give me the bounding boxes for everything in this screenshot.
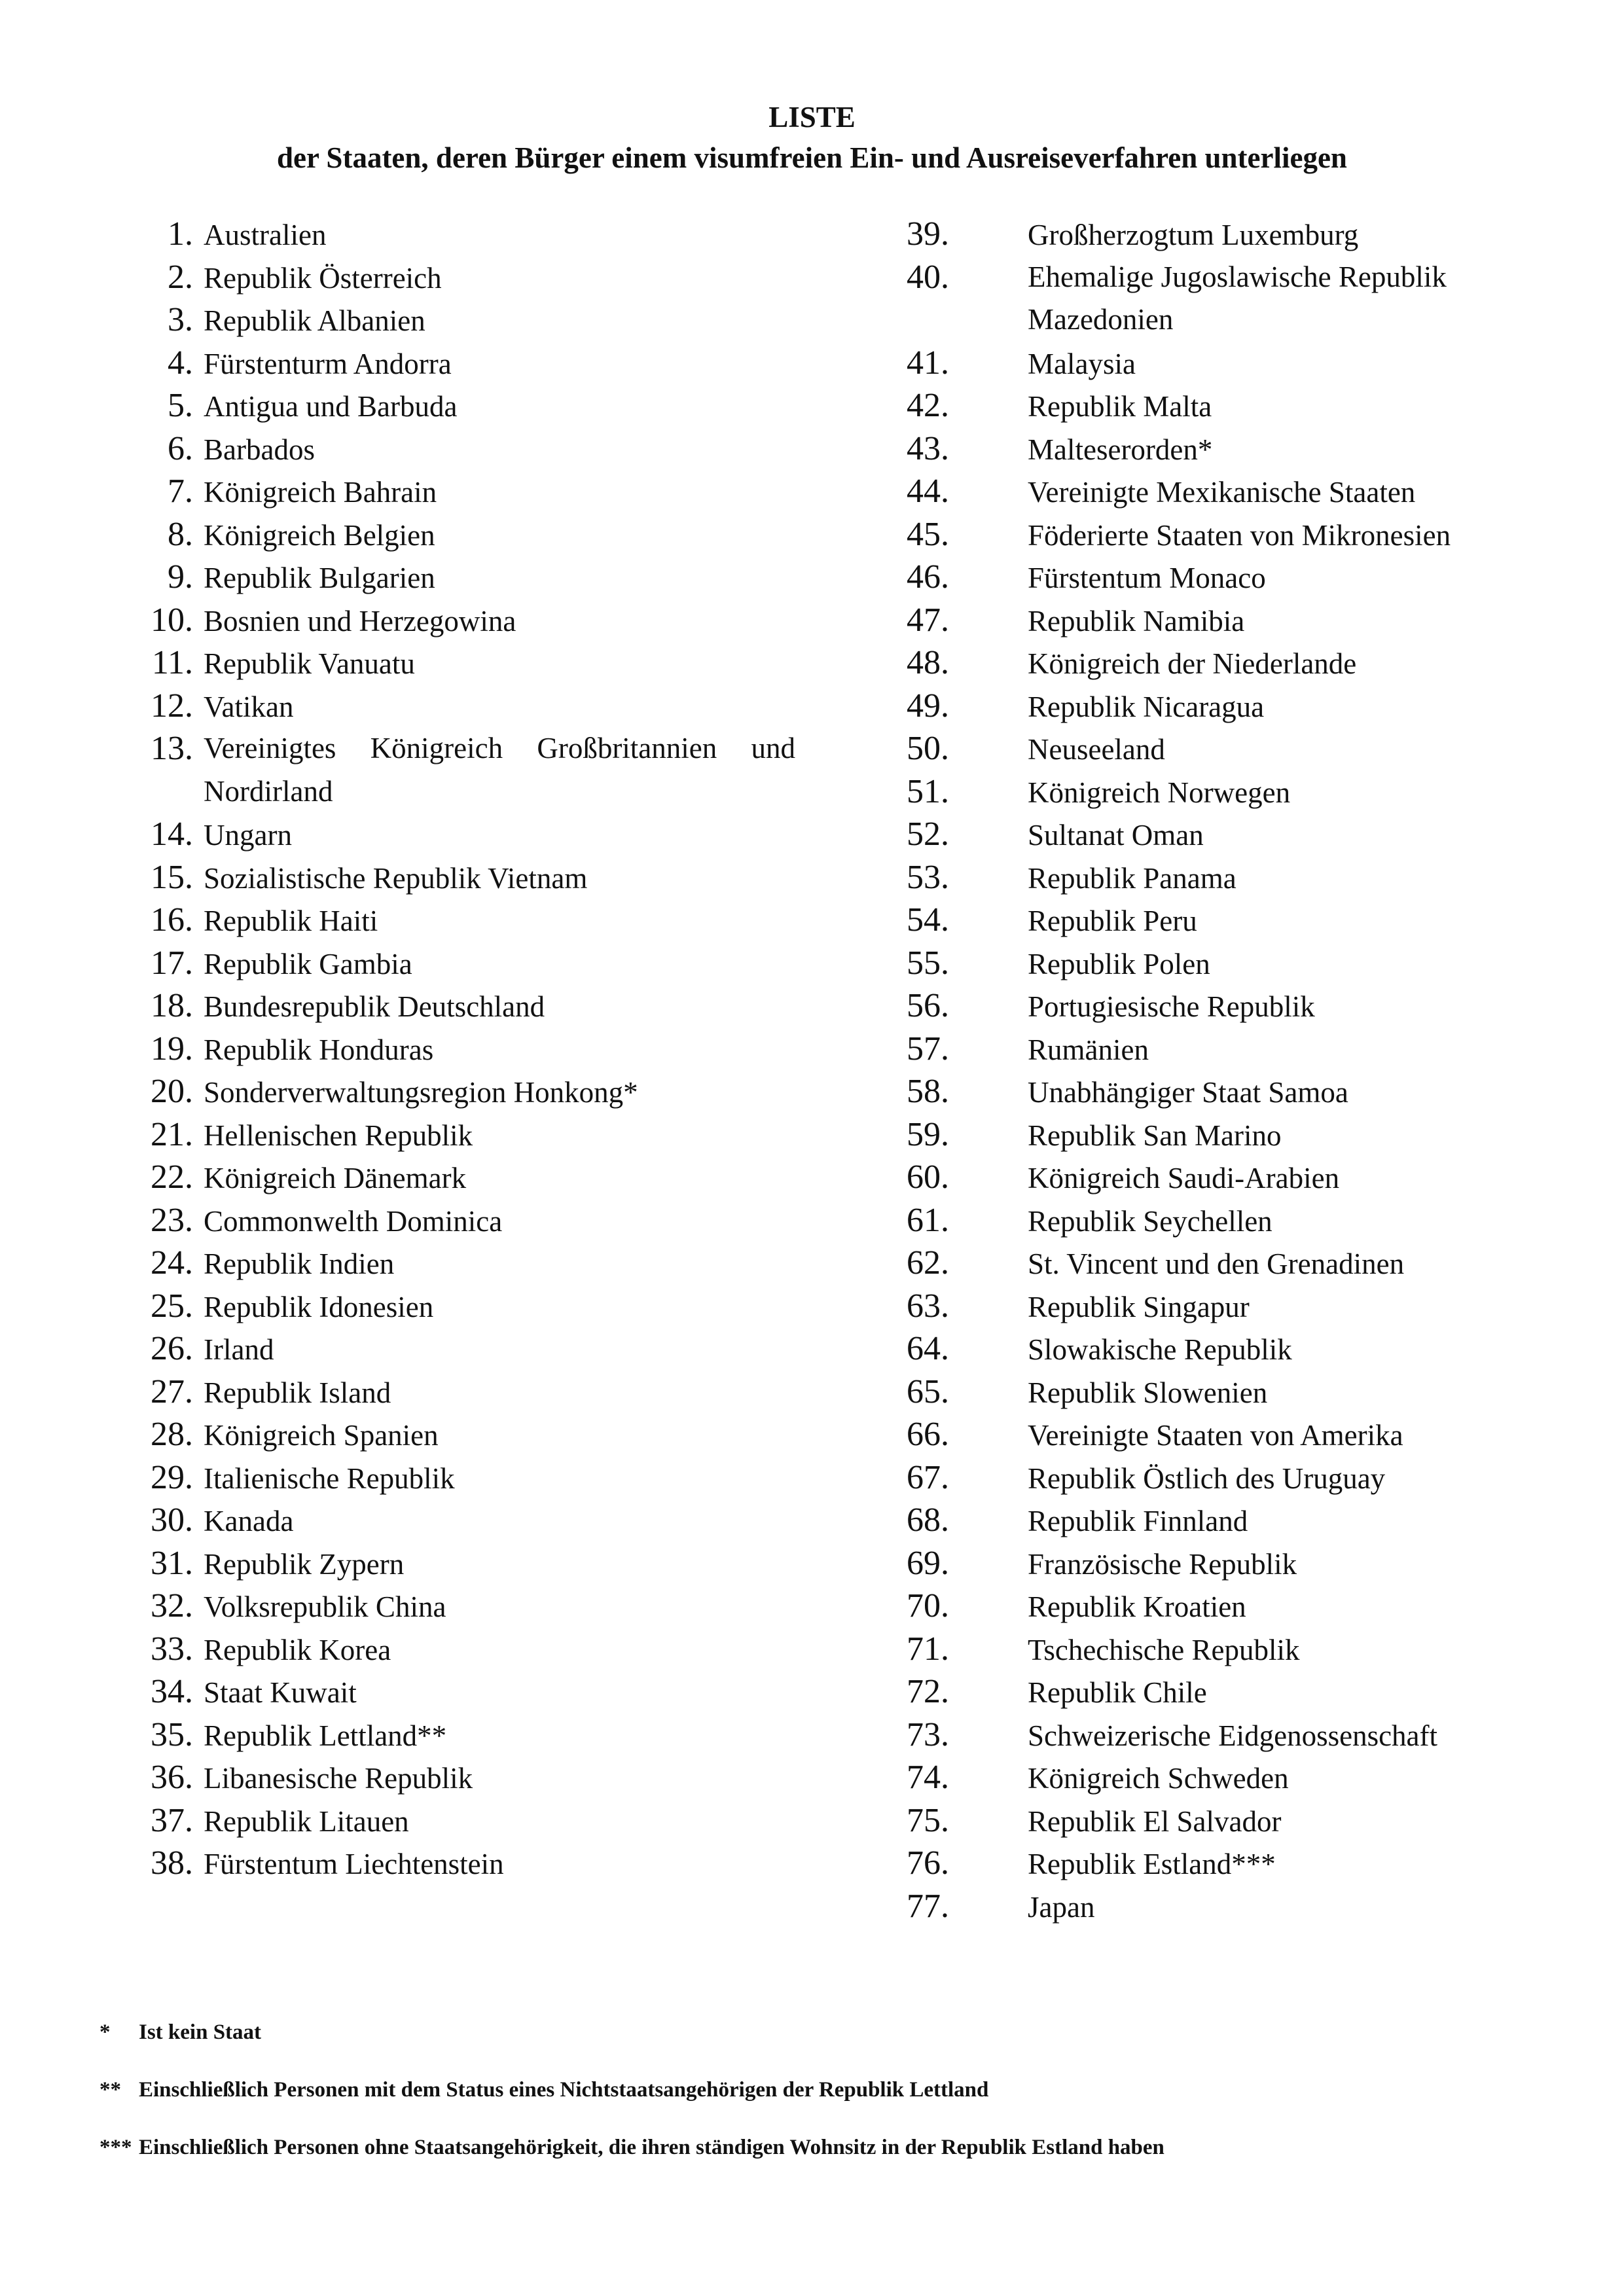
- list-item: [105, 685, 805, 728]
- page-subtitle: der Staaten, deren Bürger einem visumfreien Ein- und Ausreiseverfahren unterliegen: [277, 141, 1347, 174]
- list-item-number: 76.: [907, 1844, 949, 1882]
- list-item-number: 33.: [151, 1630, 193, 1668]
- list-item-country-name: Antigua und Barbuda: [204, 390, 458, 423]
- list-item-country-name: Vereinigte Mexikanische Staaten: [1028, 476, 1416, 509]
- list-item-country-name: Königreich der Niederlande: [1028, 647, 1357, 680]
- list-item: [907, 899, 1528, 942]
- list-item: [105, 1628, 805, 1671]
- list-item: [105, 1199, 805, 1242]
- list-item-country-name: Föderierte Staaten von Mikronesien: [1028, 518, 1451, 552]
- list-item-number: 43.: [907, 429, 949, 467]
- list-item-number: 41.: [907, 344, 949, 382]
- list-item-country-name: Republik Nicaragua: [1028, 690, 1265, 723]
- list-item: [105, 1327, 805, 1371]
- list-item: [907, 1670, 1528, 1713]
- list-item-country-name: Großherzogtum Luxemburg: [1028, 219, 1359, 251]
- list-item: [105, 470, 805, 513]
- list-item-country-name: Ehemalige Jugoslawische Republik Mazedonien: [1028, 260, 1447, 336]
- list-item-number: 59.: [907, 1115, 949, 1153]
- list-item-number: 12.: [151, 687, 193, 725]
- list-item-country-name: Vereinigtes Königreich Großbritannien und Nordirland: [204, 732, 795, 808]
- list-item: [907, 1756, 1528, 1799]
- list-item: [105, 813, 805, 856]
- list-item-number: 49.: [907, 687, 949, 725]
- list-item: [105, 1842, 805, 1885]
- list-item-country-name: Königreich Saudi-Arabien: [1028, 1162, 1340, 1194]
- list-item-country-name: Republik El Salvador: [1028, 1804, 1282, 1838]
- list-item-number: 63.: [907, 1287, 949, 1325]
- list-item-country-name: Republik Slowenien: [1028, 1376, 1268, 1409]
- list-item-number: 74.: [907, 1759, 949, 1796]
- list-item-country-name: Bundesrepublik Deutschland: [204, 990, 545, 1023]
- list-item: [907, 599, 1528, 642]
- footnote: [99, 2077, 1540, 2134]
- list-item-country-name: St. Vincent und den Grenadinen: [1028, 1247, 1405, 1280]
- list-item-number: 53.: [907, 858, 949, 896]
- footnote-mark: ***: [99, 2136, 132, 2159]
- list-item-country-name: Republik Idonesien: [204, 1290, 434, 1323]
- list-item-number: 23.: [151, 1201, 193, 1239]
- list-item: [907, 256, 1528, 342]
- list-item-number: 71.: [907, 1630, 949, 1668]
- list-item-number: 56.: [907, 987, 949, 1024]
- list-item-number: 29.: [151, 1458, 193, 1496]
- list-item-country-name: Kanada: [204, 1505, 294, 1537]
- list-item: [105, 1713, 805, 1757]
- list-item-country-name: Königreich Norwegen: [1028, 776, 1291, 809]
- list-item-number: 24.: [151, 1244, 193, 1282]
- list-item: [907, 984, 1528, 1028]
- list-item: [105, 342, 805, 385]
- list-item-number: 70.: [907, 1587, 949, 1624]
- footnote-mark: *: [99, 2020, 111, 2044]
- list-item-country-name: Republik San Marino: [1028, 1119, 1282, 1152]
- list-item-country-name: Staat Kuwait: [204, 1676, 357, 1709]
- list-item-number: 47.: [907, 601, 949, 639]
- list-item-country-name: Japan: [1028, 1890, 1095, 1924]
- list-item: [907, 856, 1528, 899]
- list-item: [105, 256, 805, 299]
- list-item-number: 27.: [151, 1372, 193, 1410]
- list-item-country-name: Republik Polen: [1028, 947, 1210, 980]
- list-item-number: 36.: [151, 1759, 193, 1796]
- list-item-number: 55.: [907, 944, 949, 982]
- list-item-number: 62.: [907, 1244, 949, 1282]
- list-item: [105, 1156, 805, 1199]
- list-item-country-name: Hellenischen Republik: [204, 1119, 473, 1152]
- list-item-number: 28.: [151, 1416, 193, 1453]
- list-item-country-name: Volksrepublik China: [204, 1590, 446, 1623]
- list-item-number: 10.: [151, 601, 193, 639]
- list-item-country-name: Republik Indien: [204, 1247, 395, 1280]
- list-item-country-name: Königreich Bahrain: [204, 476, 437, 509]
- list-item-number: 60.: [907, 1158, 949, 1196]
- list-item-number: 75.: [907, 1801, 949, 1839]
- list-item-number: 4.: [168, 344, 193, 382]
- list-item-country-name: Libanesische Republik: [204, 1762, 473, 1795]
- list-item-country-name: Sonderverwaltungsregion Honkong*: [204, 1076, 638, 1109]
- list-item: [907, 770, 1528, 814]
- list-item-number: 42.: [907, 387, 949, 424]
- list-item: [105, 213, 805, 256]
- list-item-country-name: Republik Estland***: [1028, 1848, 1276, 1880]
- list-item: [907, 1327, 1528, 1371]
- list-item-country-name: Republik Seychellen: [1028, 1204, 1272, 1238]
- list-item: [105, 1028, 805, 1071]
- list-item-country-name: Ungarn: [204, 819, 292, 852]
- list-item-country-name: Schweizerische Eidgenossenschaft: [1028, 1719, 1438, 1752]
- list-item: [105, 1456, 805, 1499]
- list-item: [907, 1456, 1528, 1499]
- list-item-country-name: Republik Malta: [1028, 390, 1212, 423]
- list-item-number: 58.: [907, 1073, 949, 1110]
- list-item-number: 26.: [151, 1330, 193, 1367]
- list-item: [105, 298, 805, 342]
- list-item-country-name: Unabhängiger Staat Samoa: [1028, 1076, 1348, 1109]
- list-item-number: 52.: [907, 816, 949, 853]
- list-item-country-name: Commonwelth Dominica: [204, 1204, 503, 1238]
- list-item: [907, 1842, 1528, 1885]
- list-item-number: 39.: [907, 215, 949, 253]
- list-item-country-name: Republik Östlich des Uruguay: [1028, 1462, 1386, 1495]
- list-item-country-name: Republik Panama: [1028, 861, 1236, 895]
- list-item-number: 46.: [907, 558, 949, 596]
- list-item-number: 25.: [151, 1287, 193, 1325]
- list-item: [907, 685, 1528, 728]
- list-item-number: 54.: [907, 901, 949, 939]
- list-item-country-name: Republik Kroatien: [1028, 1590, 1246, 1623]
- list-item-number: 77.: [907, 1887, 949, 1925]
- list-item-country-name: Königreich Dänemark: [204, 1162, 467, 1194]
- list-item-country-name: Vatikan: [204, 690, 294, 723]
- list-item-number: 15.: [151, 858, 193, 896]
- list-item: [105, 984, 805, 1028]
- list-item-country-name: Königreich Schweden: [1028, 1762, 1289, 1795]
- list-item: [907, 1371, 1528, 1414]
- list-item-country-name: Republik Peru: [1028, 905, 1197, 937]
- list-item: [907, 641, 1528, 685]
- list-item-number: 69.: [907, 1544, 949, 1582]
- list-item-country-name: Slowakische Republik: [1028, 1333, 1292, 1366]
- list-item-country-name: Tschechische Republik: [1028, 1633, 1300, 1666]
- list-item-country-name: Republik Albanien: [204, 304, 425, 337]
- list-item-country-name: Republik Vanuatu: [204, 647, 415, 680]
- list-item: [105, 1585, 805, 1628]
- list-item: [105, 1799, 805, 1842]
- list-item-country-name: Fürstentum Monaco: [1028, 562, 1266, 594]
- list-item: [105, 899, 805, 942]
- list-item: [105, 556, 805, 599]
- list-item: [907, 942, 1528, 985]
- list-item: [907, 727, 1528, 770]
- list-item-number: 5.: [168, 387, 193, 424]
- list-item-number: 9.: [168, 558, 193, 596]
- list-item-country-name: Bosnien und Herzegowina: [204, 604, 516, 637]
- list-item-country-name: Neuseeland: [1028, 733, 1165, 766]
- list-item: [105, 599, 805, 642]
- list-item-number: 66.: [907, 1416, 949, 1453]
- list-item-country-name: Republik Zypern: [204, 1547, 405, 1581]
- list-item-number: 61.: [907, 1201, 949, 1239]
- list-item-country-name: Republik Haiti: [204, 905, 378, 937]
- list-item: [907, 342, 1528, 385]
- list-item: [105, 1371, 805, 1414]
- list-item-number: 2.: [168, 258, 193, 296]
- list-item-number: 17.: [151, 944, 193, 982]
- footnotes: [99, 2019, 1540, 2192]
- list-item-country-name: Sozialistische Republik Vietnam: [204, 861, 588, 895]
- list-item-number: 68.: [907, 1501, 949, 1539]
- list-item-country-name: Italienische Republik: [204, 1462, 455, 1495]
- list-item-country-name: Irland: [204, 1333, 274, 1366]
- list-item: [105, 384, 805, 427]
- list-item-number: 67.: [907, 1458, 949, 1496]
- list-item: [105, 1285, 805, 1328]
- list-item: [105, 1070, 805, 1113]
- list-item-country-name: Australien: [204, 219, 327, 251]
- page-title: LISTE: [768, 101, 856, 134]
- list-item: [105, 727, 805, 813]
- list-item-country-name: Republik Litauen: [204, 1804, 409, 1838]
- list-item-number: 65.: [907, 1372, 949, 1410]
- list-item-country-name: Republik Namibia: [1028, 604, 1245, 637]
- list-item: [907, 384, 1528, 427]
- list-item: [907, 1885, 1528, 1928]
- list-item: [907, 1070, 1528, 1113]
- list-item: [105, 1242, 805, 1285]
- footnote: [99, 2134, 1540, 2192]
- footnote-text: Einschließlich Personen mit dem Status eines Nichtstaatsangehörigen der Republik Lettland: [139, 2078, 989, 2102]
- list-item: [105, 1113, 805, 1157]
- footnote-text: Einschließlich Personen ohne Staatsangehörigkeit, die ihren ständigen Wohnsitz in der Republik Estland haben: [139, 2136, 1164, 2159]
- list-item-number: 64.: [907, 1330, 949, 1367]
- list-item: [907, 1413, 1528, 1456]
- list-item-number: 11.: [151, 644, 193, 681]
- list-item-number: 57.: [907, 1030, 949, 1067]
- list-item-number: 14.: [151, 816, 193, 853]
- list-item-country-name: Republik Gambia: [204, 947, 412, 980]
- list-item-number: 38.: [151, 1844, 193, 1882]
- list-item: [907, 1156, 1528, 1199]
- list-item-country-name: Republik Chile: [1028, 1676, 1207, 1709]
- list-item-number: 35.: [151, 1715, 193, 1753]
- list-item-number: 72.: [907, 1673, 949, 1710]
- list-item: [105, 856, 805, 899]
- list-item-number: 1.: [168, 215, 193, 253]
- list-item-country-name: Fürstenturm Andorra: [204, 347, 452, 380]
- list-item-country-name: Fürstentum Liechtenstein: [204, 1848, 504, 1880]
- list-item-number: 13.: [151, 730, 193, 767]
- footnote-text: Ist kein Staat: [139, 2020, 262, 2044]
- list-item-country-name: Republik Korea: [204, 1633, 391, 1666]
- list-item: [105, 641, 805, 685]
- list-item-country-name: Königreich Belgien: [204, 518, 435, 552]
- list-item: [907, 1199, 1528, 1242]
- list-item: [907, 1585, 1528, 1628]
- list-item: [907, 1713, 1528, 1757]
- list-item-number: 22.: [151, 1158, 193, 1196]
- list-item: [907, 1285, 1528, 1328]
- list-item-country-name: Republik Island: [204, 1376, 391, 1409]
- list-item: [105, 1670, 805, 1713]
- right-country-list: [907, 213, 1528, 1928]
- list-item-country-name: Vereinigte Staaten von Amerika: [1028, 1419, 1403, 1452]
- list-item: [105, 1542, 805, 1585]
- list-item: [907, 1542, 1528, 1585]
- list-item-country-name: Königreich Spanien: [204, 1419, 439, 1452]
- footnote-mark: **: [99, 2078, 121, 2102]
- list-item: [105, 513, 805, 556]
- list-item-country-name: Malteserorden*: [1028, 433, 1213, 466]
- list-item: [105, 427, 805, 471]
- list-item: [907, 427, 1528, 471]
- list-item: [907, 470, 1528, 513]
- list-item-number: 37.: [151, 1801, 193, 1839]
- list-item-number: 48.: [907, 644, 949, 681]
- list-item-number: 34.: [151, 1673, 193, 1710]
- list-item-country-name: Republik Finnland: [1028, 1505, 1248, 1537]
- list-item-number: 19.: [151, 1030, 193, 1067]
- list-item: [907, 1113, 1528, 1157]
- list-item-number: 3.: [168, 301, 193, 338]
- list-item-country-name: Malaysia: [1028, 347, 1136, 380]
- list-item-country-name: Republik Österreich: [204, 261, 442, 295]
- list-item-country-name: Republik Bulgarien: [204, 562, 435, 594]
- list-item: [907, 1242, 1528, 1285]
- list-item: [907, 1499, 1528, 1542]
- list-item-country-name: Republik Honduras: [204, 1033, 434, 1066]
- list-item: [907, 1028, 1528, 1071]
- list-item-country-name: Republik Lettland**: [204, 1719, 447, 1752]
- list-item: [907, 556, 1528, 599]
- list-item: [105, 1413, 805, 1456]
- list-item-country-name: Barbados: [204, 433, 315, 466]
- list-item: [907, 1799, 1528, 1842]
- list-item: [907, 513, 1528, 556]
- list-item: [105, 1756, 805, 1799]
- left-country-list: [105, 213, 805, 1885]
- list-item-country-name: Sultanat Oman: [1028, 819, 1204, 852]
- list-item-number: 51.: [907, 772, 949, 810]
- list-item-number: 20.: [151, 1073, 193, 1110]
- list-item-number: 40.: [907, 258, 949, 296]
- list-item-country-name: Französische Republik: [1028, 1547, 1297, 1581]
- list-item-number: 18.: [151, 987, 193, 1024]
- list-item-number: 30.: [151, 1501, 193, 1539]
- list-item: [105, 942, 805, 985]
- list-item: [907, 213, 1528, 256]
- list-item-number: 7.: [168, 473, 193, 510]
- list-item-number: 6.: [168, 429, 193, 467]
- list-item-number: 50.: [907, 730, 949, 767]
- list-item-number: 45.: [907, 515, 949, 553]
- footnote: [99, 2019, 1540, 2077]
- list-item-number: 8.: [168, 515, 193, 553]
- list-item-number: 73.: [907, 1715, 949, 1753]
- list-item: [105, 1499, 805, 1542]
- list-item-country-name: Portugiesische Republik: [1028, 990, 1315, 1023]
- list-item: [907, 1628, 1528, 1671]
- list-item-number: 32.: [151, 1587, 193, 1624]
- list-item-country-name: Republik Singapur: [1028, 1290, 1250, 1323]
- list-item: [907, 813, 1528, 856]
- list-item-number: 16.: [151, 901, 193, 939]
- list-item-number: 21.: [151, 1115, 193, 1153]
- list-item-number: 31.: [151, 1544, 193, 1582]
- list-item-country-name: Rumänien: [1028, 1033, 1149, 1066]
- list-item-number: 44.: [907, 473, 949, 510]
